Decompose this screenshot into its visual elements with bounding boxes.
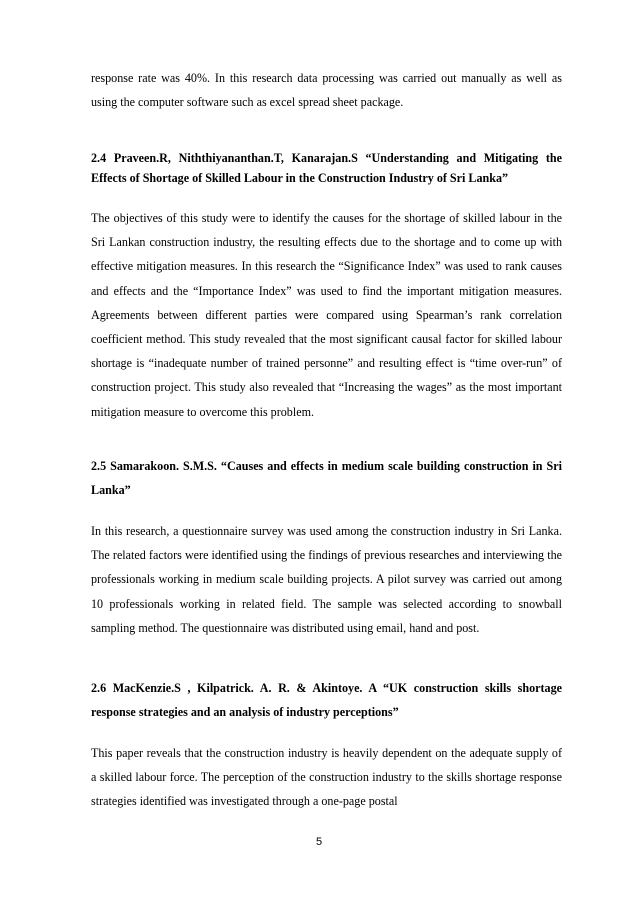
page-number: 5 (315, 836, 323, 848)
section-2-4-body: The objectives of this study were to identify the causes for the shortage of skilled labour in the Sri Lankan construction industry, the resulting effects due to the shortage and to come up with effective mitigation measures. In this research the “Significance Index” was used to rank causes and effects and the “Importance Index” was used to find the important mitigation measures. Agreements between different parties were compared using Spearman’s rank correlation coefficient method. This study revealed that the most significant causal factor for skilled labour shortage is “inadequate number of trained personne” and resulting effect is “time over-run” of construction project. This study also revealed that “Increasing the wages” as the most important mitigation measure to overcome this problem. (91, 211, 562, 419)
section-2-6-heading: 2.6 MacKenzie.S , Kilpatrick. A. R. & Akintoye. A “UK construction skills shortage response strategies and an analysis of industry perceptions” (91, 681, 562, 720)
intro-paragraph: response rate was 40%. In this research data processing was carried out manually as well as using the computer software such as excel spread sheet package. (91, 71, 562, 110)
section-2-4-heading: 2.4 Praveen.R, Niththiyananthan.T, Kanarajan.S “Understanding and Mitigating the Effects of Shortage of Skilled Labour in the Construction Industry of Sri Lanka” (91, 151, 562, 185)
section-2-5-heading: 2.5 Samarakoon. S.M.S. “Causes and effects in medium scale building construction in Sri Lanka” (91, 459, 562, 498)
section-2-6-body: This paper reveals that the construction industry is heavily dependent on the adequate supply of a skilled labour force. The perception of the construction industry to the skills shortage response strategies identified was investigated through a one-page postal (91, 746, 562, 809)
section-2-5-body: In this research, a questionnaire survey was used among the construction industry in Sri Lanka. The related factors were identified using the findings of previous researches and interviewing the professionals working in medium scale building projects. A pilot survey was carried out among 10 professionals working in related field. The sample was selected according to snowball sampling method. The questionnaire was distributed using email, hand and post. (91, 524, 562, 635)
